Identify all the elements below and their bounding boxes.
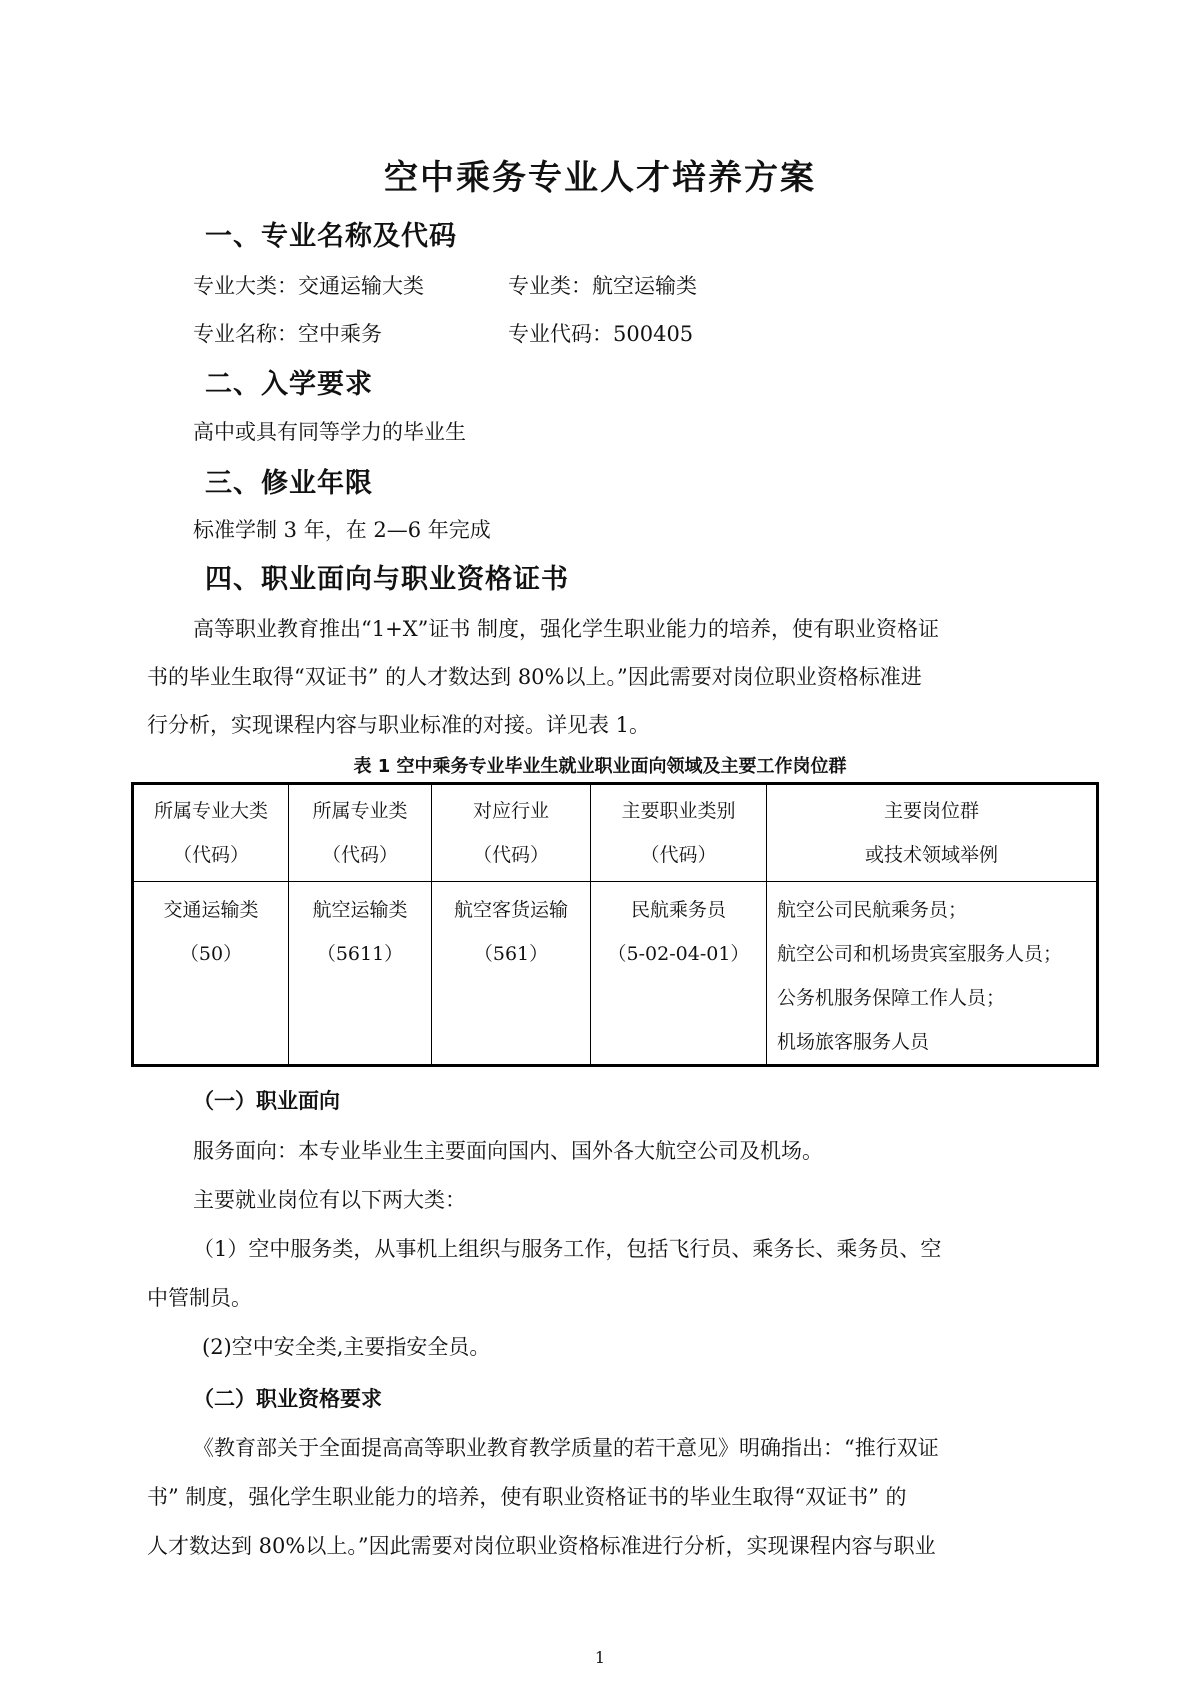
table-row: [133, 882, 1098, 1066]
main-jobs-intro: 主要就业岗位有以下两大类：: [193, 1188, 466, 1212]
section-heading-2: 二、入学要求: [205, 369, 373, 400]
table-header-cell: 主要职业类别 （代码）: [591, 784, 767, 882]
job-item-2: (2)空中安全类,主要指安全员。: [202, 1335, 491, 1359]
paragraph-line: 书的毕业生取得“双证书” 的人才数达到 80%以上。”因此需要对岗位职业资格标准进: [147, 665, 922, 689]
paragraph-line: 行分析，实现课程内容与职业标准的对接。详见表 1。: [147, 713, 651, 737]
major-name: 专业名称：空中乘务: [193, 322, 382, 346]
table-header-cell: 主要岗位群 或技术领域举例: [767, 784, 1098, 882]
job-item-1: （1）空中服务类，从事机上组织与服务工作，包括飞行员、乘务长、乘务员、空: [193, 1237, 942, 1261]
paragraph-line: 高等职业教育推出“1+X”证书 制度，强化学生职业能力的培养，使有职业资格证: [193, 617, 940, 641]
table-header-cell: 对应行业 （代码）: [432, 784, 591, 882]
admission-text: 高中或具有同等学力的毕业生: [193, 420, 466, 444]
table-header-cell: 所属专业大类 （代码）: [133, 784, 289, 882]
job-item-1-continued: 中管制员。: [147, 1286, 252, 1310]
table-cell: 航空运输类 （5611）: [289, 882, 432, 1066]
table-caption: 表 1 空中乘务专业毕业生就业职业面向领域及主要工作岗位群: [353, 756, 847, 777]
document-title: 空中乘务专业人才培养方案: [384, 158, 816, 198]
section-heading-3: 三、修业年限: [205, 468, 373, 499]
subsection-heading-1: （一）职业面向: [193, 1089, 340, 1113]
paragraph-line: 人才数达到 80%以上。”因此需要对岗位职业资格标准进行分析，实现课程内容与职业: [147, 1534, 936, 1558]
major-code: 专业代码：500405: [508, 322, 694, 346]
subsection-heading-2: （二）职业资格要求: [193, 1387, 382, 1411]
major-class: 专业类：航空运输类: [508, 274, 697, 298]
section-heading-4: 四、职业面向与职业资格证书: [205, 564, 569, 595]
table-cell: 民航乘务员 （5-02-04-01）: [591, 882, 767, 1066]
service-orientation: 服务面向：本专业毕业生主要面向国内、国外各大航空公司及机场。: [193, 1139, 823, 1163]
occupation-table: [131, 782, 1099, 1067]
section-heading-1: 一、专业名称及代码: [205, 221, 457, 252]
table-cell-job-groups: 航空公司民航乘务员； 航空公司和机场贵宾室服务人员； 公务机服务保障工作人员； 机场旅客服务人员: [767, 882, 1098, 1066]
table-cell: 航空客货运输 （561）: [432, 882, 591, 1066]
paragraph-line: 《教育部关于全面提高高等职业教育教学质量的若干意见》明确指出：“推行双证: [193, 1436, 939, 1460]
table-header-cell: 所属专业类 （代码）: [289, 784, 432, 882]
paragraph-line: 书” 制度，强化学生职业能力的培养，使有职业资格证书的毕业生取得“双证书” 的: [147, 1485, 907, 1509]
major-category: 专业大类：交通运输大类: [193, 274, 424, 298]
duration-text: 标准学制 3 年，在 2—6 年完成: [193, 518, 491, 542]
table-header-row: [133, 784, 1098, 882]
table-cell: 交通运输类 （50）: [133, 882, 289, 1066]
page-number: 1: [594, 1648, 606, 1667]
